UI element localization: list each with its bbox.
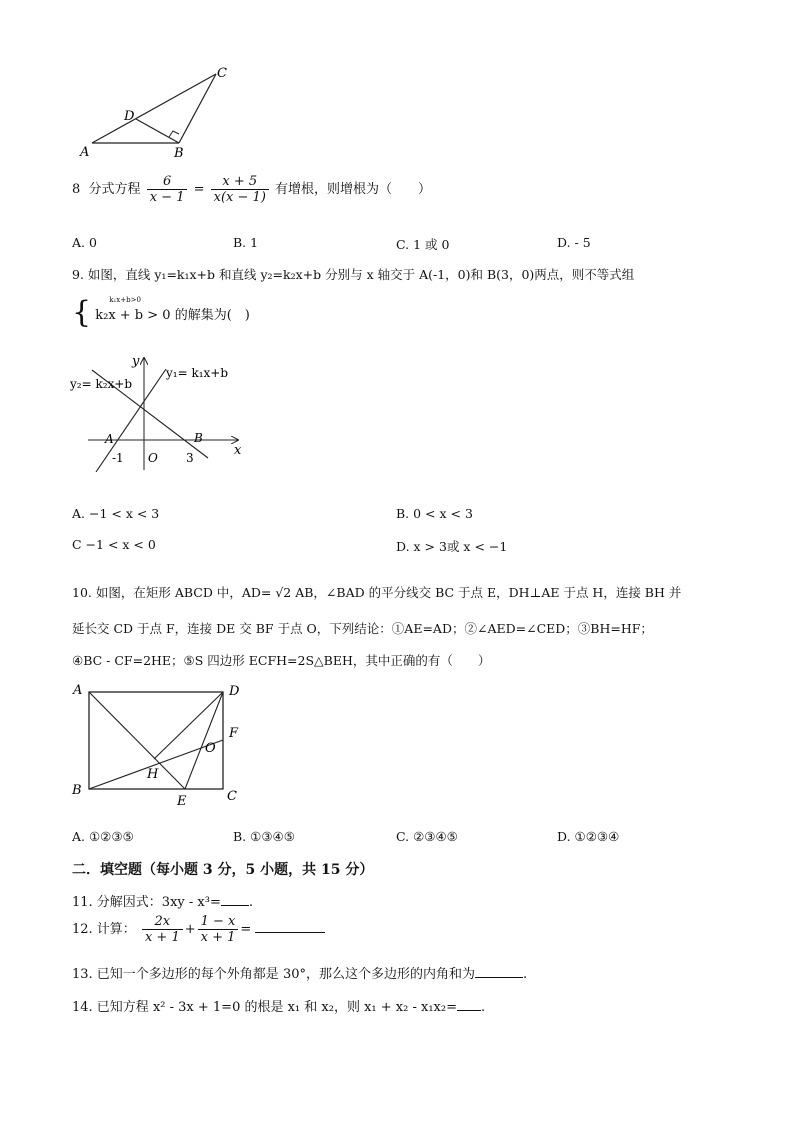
q10-label-B: B <box>72 783 82 798</box>
q10-label-F: F <box>229 726 239 741</box>
q9-system <box>72 295 250 330</box>
q8-eq: = <box>193 182 205 197</box>
q10-line-1: 10. 如图，在矩形 ABCD 中，AD= √2 AB，∠BAD 的平分线交 BC 于点 E，DH⊥AE 于点 H，连接 BH 并 <box>72 585 682 600</box>
q9-x-axis-label: x <box>234 443 242 458</box>
q8-number: 8 <box>72 182 81 197</box>
q12-prefix: 12. 计算： <box>72 922 136 937</box>
q13-answer-blank[interactable] <box>475 977 523 978</box>
q9-option-b: B. 0 < x < 3 <box>396 506 473 521</box>
q12-eq: = <box>240 922 252 937</box>
q10-option-a: A. ①②③⑤ <box>72 829 134 844</box>
q8-prefix: 分式方程 <box>88 182 141 197</box>
q12-frac1-den: x + 1 <box>142 929 183 945</box>
section-2-title: 二．填空题（每小题 3 分，5 小题，共 15 分） <box>72 862 374 878</box>
q9-point-A: A <box>105 432 114 446</box>
q9-option-d: D. x > 3或 x < −1 <box>396 539 508 554</box>
q8-option-c: C. 1 或 0 <box>396 237 450 252</box>
q10-line-2: 延长交 CD 于点 F，连接 DE 交 BF 于点 O，下列结论：①AE=AD；②∠AED=∠CED；③BH=HF； <box>72 621 653 636</box>
q9-option-c: C −1 < x < 0 <box>72 537 156 552</box>
q8-frac1-num: 6 <box>162 174 172 189</box>
q9-text: 9. 如图，直线 y₁=k₁x+b 和直线 y₂=k₂x+b 分别与 x 轴交于 A(-1，0)和 B(3，0)两点，则不等式组 <box>72 267 635 282</box>
q9-system-small: k₁x+b>0 <box>109 295 141 304</box>
q8-frac1-den: x − 1 <box>147 189 188 205</box>
q9-origin: O <box>148 451 158 465</box>
label-C: C <box>217 66 227 81</box>
q8-fraction-1 <box>147 174 188 205</box>
q10-label-E: E <box>177 794 187 809</box>
q8-frac2-den: x(x − 1) <box>211 189 269 205</box>
q12-frac1-num: 2x <box>154 914 171 929</box>
q10-option-b: B. ①③④⑤ <box>233 829 295 844</box>
q14-answer-blank[interactable] <box>457 1010 481 1011</box>
q12-frac2-den: x + 1 <box>198 929 239 945</box>
q8-option-d: D. - 5 <box>557 235 591 250</box>
label-A: A <box>80 145 90 160</box>
q10-label-A: A <box>73 683 83 698</box>
q11-end: . <box>248 895 253 910</box>
q12-plus: + <box>184 922 196 937</box>
q8-option-a: A. 0 <box>72 235 97 250</box>
question-13 <box>72 963 527 982</box>
q11-answer-blank[interactable] <box>221 905 249 906</box>
q12-fraction-2 <box>198 914 239 945</box>
q10-label-O: O <box>205 741 216 756</box>
q9-tick-3: 3 <box>186 451 194 465</box>
q8-option-b: B. 1 <box>233 235 259 250</box>
q8-suffix: 有增根，则增根为（ ） <box>275 182 432 197</box>
q14-text: 14. 已知方程 x² - 3x + 1=0 的根是 x₁ 和 x₂，则 x₁ + x₂ - x₁x₂= <box>72 1000 457 1015</box>
q10-line-3: ④BC - CF=2HE；⑤S 四边形 ECFH=2S△BEH，其中正确的有（ ） <box>72 653 491 668</box>
q12-fraction-1 <box>142 914 183 945</box>
q8-frac2-num: x + 5 <box>222 174 258 189</box>
question-12 <box>72 914 325 945</box>
question-11 <box>72 891 253 910</box>
q10-label-H: H <box>147 767 159 782</box>
q10-label-D: D <box>229 684 240 699</box>
q9-y2-label: y₂= k₂x+b <box>70 377 133 391</box>
q9-y-axis-label: y <box>132 354 140 369</box>
q13-text: 13. 已知一个多边形的每个外角都是 30°，那么这个多边形的内角和为 <box>72 967 475 982</box>
q9-point-B: B <box>194 431 203 445</box>
q14-end: . <box>480 1000 486 1015</box>
q13-end: . <box>522 967 528 982</box>
q9-system-tail: 的解集为( ) <box>174 307 250 323</box>
label-D: D <box>124 109 135 124</box>
q12-answer-blank[interactable] <box>255 932 325 933</box>
q9-brace: { <box>72 295 92 330</box>
q10-option-c: C. ②③④⑤ <box>396 829 458 844</box>
q12-frac2-num: 1 − x <box>200 914 236 929</box>
question-8 <box>72 174 431 205</box>
triangle-figure <box>76 62 236 162</box>
label-B: B <box>174 146 184 161</box>
q10-rectangle-figure <box>70 680 250 810</box>
q9-graph <box>68 352 248 472</box>
q8-fraction-2 <box>211 174 269 205</box>
q9-system-main: k₂x + b > 0 <box>95 307 171 323</box>
question-14 <box>72 996 485 1015</box>
q10-option-d: D. ①②③④ <box>557 829 620 844</box>
q9-tick-neg1: -1 <box>112 451 124 465</box>
q10-label-C: C <box>227 789 237 804</box>
q9-y1-label: y₁= k₁x+b <box>166 366 229 380</box>
q9-option-a: A. −1 < x < 3 <box>72 506 160 521</box>
q11-text: 11. 分解因式：3xy - x³= <box>72 895 221 910</box>
